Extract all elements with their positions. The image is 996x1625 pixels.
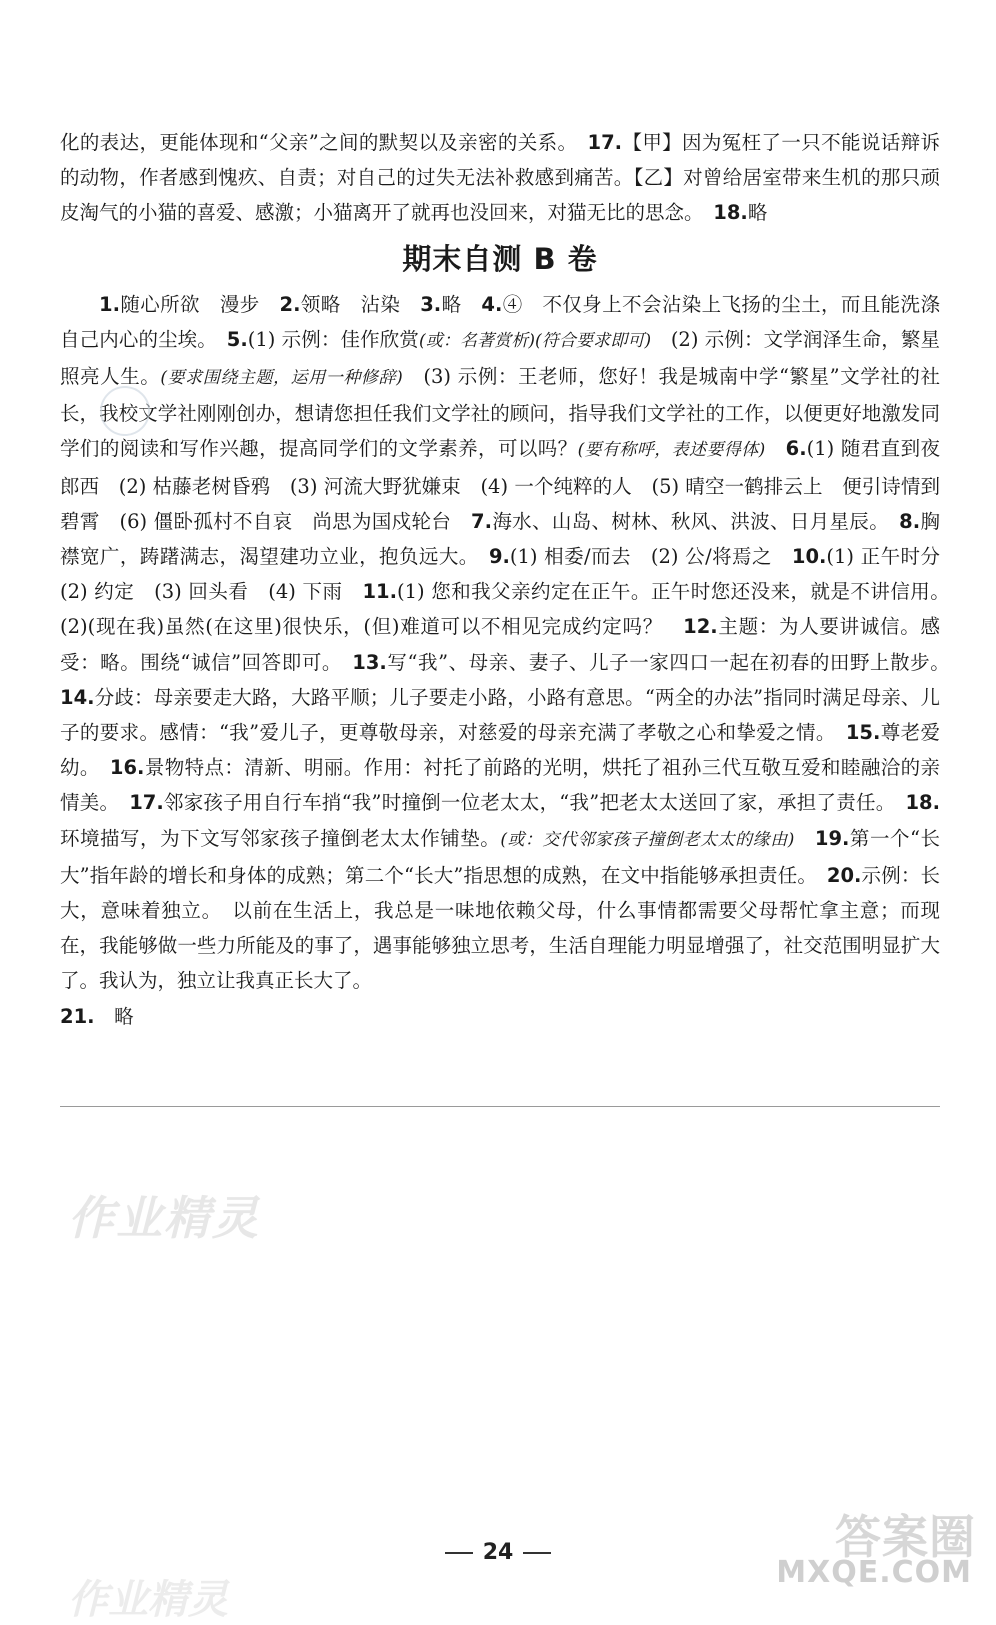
answer-note: (要有称呼，表述要得体) [577,440,766,461]
answer-text: 尊老爱幼。 [60,721,940,780]
question-number: 6. [785,437,807,461]
answer-text: (1) 随君直到夜郎西 (2) 枯藤老树昏鸦 (3) 河流大野犹嫌束 (4) 一个纯粹的人 (5) 晴空一鹤排云上 便引诗情到碧霄 (6) 僵卧孤村不自哀 尚思为国戍轮台 [60,437,940,533]
answer-text: 胸襟宽广，踌躇满志，渴望建功立业，抱负远大。 [60,509,940,569]
site-logo [776,1497,982,1592]
question-number: 3. [420,292,442,316]
answer-text: 写“我”、母亲、妻子、儿子一家四口一起在初春的田野上散步。 [386,650,960,674]
answer-text: (1) 正午时分 (2) 约定 (3) 回头看 (4) 下雨 [60,545,960,604]
answer-text: 略 [747,201,768,225]
answer-text: (1) 相委/而去 (2) 公/将焉之 [509,545,792,569]
answer-text: ④ 不仅身上不会沾染上飞扬的尘土，而且能洗涤自己内心的尘埃。 [60,292,940,351]
question-number: 12. [683,615,718,639]
question-number: 11. [362,580,397,604]
answer-text: 略 [441,292,482,316]
last-answer [60,999,940,1034]
question-number: 15. [845,721,881,745]
question-number: 17. [129,791,164,815]
answer-text: 领略 沾染 [300,292,421,316]
question-number: 21. [60,1004,95,1028]
watermark-bottom: 作业精灵 [68,1577,228,1623]
answer-text: 分歧：母亲要走大路，大路平顺；儿子要走小路，小路有意思。“两全的办法”指同时满足母亲、儿子的要求。感情：“我”爱儿子，更尊敬母亲，对慈爱的母亲充满了孝敬之心和挚爱之情。 [60,685,940,745]
question-number: 9. [488,545,510,569]
answer-text: 景物特点：清新、明丽。作用：衬托了前路的光明，烘托了祖孙三代互敬互爱和睦融洽的亲情美。 [60,756,940,815]
question-number: 8. [899,509,921,533]
answer-text: (2) 示例：文学润泽生命，繁星照亮人生。 [60,327,940,389]
logo-main-text: 答案圈 [835,1510,976,1564]
question-number: 10. [791,545,827,569]
question-number: 18. [905,791,940,815]
question-number: 14. [60,685,95,709]
question-number: 16. [109,756,145,780]
page-number-text: 24 [482,1540,514,1565]
answer-text: 随心所欲 漫步 [119,292,280,316]
answer-note: (或：名著赏析)(符合要求即可) [418,330,652,351]
answer-text [765,437,785,460]
question-number: 1. [99,292,120,316]
question-number: 2. [279,292,301,316]
answer-note: (要求围绕主题，运用一种修辞) [160,368,403,389]
logo-sub-text: MXQE.COM [776,1555,972,1590]
question-number: 18. [713,201,748,225]
faded-stamp [100,386,150,436]
answer-text: 海水、山岛、树林、秋风、洪波、日月星辰。 [492,509,900,533]
answer-text: 【甲】因为冤枉了一只不能说话辩诉的动物，作者感到愧疚、自责；对自己的过失无法补救感到痛苦。【乙】对曾给居室带来生机的那只顽皮淘气的小猫的喜爱、感激；小猫离开了就再也没回来，对猫无比的思念。 [60,131,940,225]
question-number: 5. [226,327,248,351]
question-number: 4. [481,292,503,316]
divider-line [60,1106,940,1107]
question-number: 19. [814,826,850,850]
answers-paragraph [60,287,960,999]
section-title: 期末自测 B 卷 [402,241,598,276]
dash-left [445,1552,473,1554]
answer-text [794,827,815,850]
answer-text: (1) 示例：佳作欣赏 [247,327,419,351]
answer-text: 略 [114,1004,134,1028]
answer-page [60,125,960,1034]
intro-paragraph [60,125,940,231]
answer-text: 示例：长大，意味着独立。 以前在生活上，我总是一味地依赖父母，什么事情都需要父母帮忙拿主意；而现在，我能够做一些力所能及的事了，遇事能够独立思考，生活自理能力明显增强了，社交范围明显扩大了。我认为，独立让我真正长大了。 [60,863,940,993]
answer-text: (1) 您和我父亲约定在正午。正午时您还没来，就是不讲信用。 (2)(现在我)虽然(在这里)很快乐，(但)难道可以不相见完成约定吗？ [60,580,960,639]
question-number: 17. [587,131,623,154]
question-number: 7. [471,509,493,533]
dash-right [523,1552,551,1554]
answer-text: 环境描写，为下文写邻家孩子撞倒老太太作铺垫。 [60,826,501,850]
intro-text: 化的表达，更能体现和“父亲”之间的默契以及亲密的关系。 [60,131,568,154]
answer-text: 邻家孩子用自行车捎“我”时撞倒一位老太太，“我”把老太太送回了家，承担了责任。 [163,791,906,815]
watermark: 作业精灵 [68,1191,260,1245]
answer-text: 第一个“长大”指年龄的增长和身体的成熟；第二个“长大”指思想的成熟，在文中指能够承担责任。 [60,826,940,887]
question-number: 20. [826,863,862,887]
answer-text: 主题：为人要讲诚信。感受：略。围绕“诚信”回答即可。 [60,615,940,674]
question-number: 13. [352,650,387,674]
answer-text: (3) 示例：王老师，您好！我是城南中学“繁星”文学社的社长，我校文学社刚刚创办，想请您担任我们文学社的顾问，指导我们文学社的工作，以便更好地激发同学们的阅读和写作兴趣，提高同学们的文学素养，可以吗？ [60,365,941,461]
answer-note: (或：交代邻家孩子撞倒老太太的缘由) [500,829,795,850]
